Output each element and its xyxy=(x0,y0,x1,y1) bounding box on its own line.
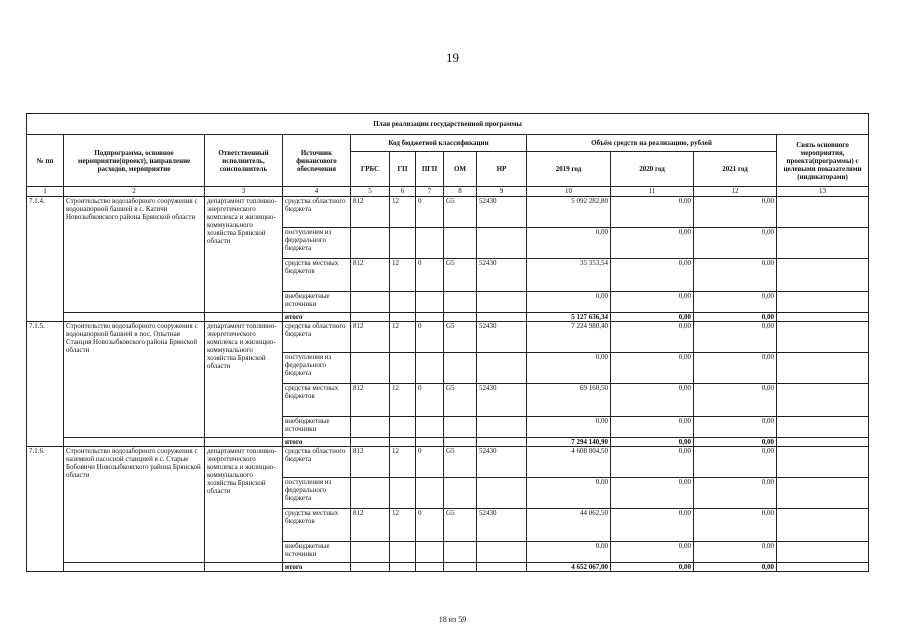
budget-code-gp xyxy=(390,417,416,438)
header-2021: 2021 год xyxy=(694,152,777,187)
budget-code-om: G5 xyxy=(444,322,477,353)
budget-code-pgp xyxy=(416,478,444,509)
activity-name: Строительство водозаборного сооружения с наземной насосной станцией в с. Старые Бобовичи Новозыбковского района Брянской области xyxy=(64,447,205,563)
col-number: 9 xyxy=(477,187,527,197)
amount-2019: 7 294 140,90 xyxy=(527,438,611,447)
budget-code-gp xyxy=(390,478,416,509)
indicator-link xyxy=(777,259,869,292)
indicator-link xyxy=(777,313,869,322)
amount-2020: 0,00 xyxy=(611,563,694,572)
amount-2020: 0,00 xyxy=(611,292,694,313)
amount-2020: 0,00 xyxy=(611,313,694,322)
budget-code-pgp: 0 xyxy=(416,384,444,417)
table-row xyxy=(27,197,869,228)
column-numbers-row xyxy=(27,187,869,197)
funding-source: внебюджетные источники xyxy=(283,292,351,313)
funding-source: поступления из федерального бюджета xyxy=(283,478,351,509)
activity-name: Строительство водозаборного сооружения с водонапорной башней в с. Катичи Новозыбковского района Брянской области xyxy=(64,197,205,313)
budget-code-np xyxy=(477,292,527,313)
funding-source: внебюджетные источники xyxy=(283,417,351,438)
indicator-link xyxy=(777,509,869,542)
table-row xyxy=(27,447,869,478)
amount-2021: 0,00 xyxy=(694,509,777,542)
budget-code-grbs: 812 xyxy=(351,509,390,542)
budget-code-pgp xyxy=(416,292,444,313)
amount-2020: 0,00 xyxy=(611,509,694,542)
header-gp: ГП xyxy=(390,152,416,187)
budget-code-gp xyxy=(390,313,416,322)
budget-code-pgp: 0 xyxy=(416,259,444,292)
amount-2021: 0,00 xyxy=(694,417,777,438)
budget-code-grbs xyxy=(351,353,390,384)
funding-source: итого xyxy=(283,563,351,572)
budget-code-grbs xyxy=(351,478,390,509)
amount-2019: 0,00 xyxy=(527,228,611,259)
budget-code-pgp xyxy=(416,417,444,438)
amount-2019: 0,00 xyxy=(527,292,611,313)
col-number: 8 xyxy=(444,187,477,197)
budget-code-om xyxy=(444,228,477,259)
amount-2021: 0,00 xyxy=(694,438,777,447)
activity-name-empty xyxy=(64,438,205,447)
budget-code-om: G5 xyxy=(444,509,477,542)
budget-code-grbs xyxy=(351,417,390,438)
responsible-executor-empty xyxy=(205,563,283,572)
budget-code-pgp: 0 xyxy=(416,509,444,542)
budget-code-grbs xyxy=(351,292,390,313)
amount-2020: 0,00 xyxy=(611,353,694,384)
indicator-link xyxy=(777,542,869,563)
budget-code-grbs xyxy=(351,542,390,563)
amount-2019: 5 127 636,34 xyxy=(527,313,611,322)
budget-code-gp: 12 xyxy=(390,384,416,417)
amount-2020: 0,00 xyxy=(611,478,694,509)
indicator-link xyxy=(777,197,869,228)
indicator-link xyxy=(777,322,869,353)
col-number: 11 xyxy=(611,187,694,197)
header-link: Связь основного мероприятия, проекта(программы) с целевыми показателями (индикаторами) xyxy=(777,135,869,187)
col-number: 4 xyxy=(283,187,351,197)
responsible-executor-empty xyxy=(205,438,283,447)
table-row xyxy=(27,313,869,322)
budget-code-pgp: 0 xyxy=(416,447,444,478)
budget-code-grbs: 812 xyxy=(351,322,390,353)
amount-2019: 44 062,50 xyxy=(527,509,611,542)
header-pgp: ПГП xyxy=(416,152,444,187)
amount-2021: 0,00 xyxy=(694,563,777,572)
responsible-executor: департамент топливно-энергетического комплекса и жилищно-коммунального хозяйства Брянской области xyxy=(205,447,283,563)
col-number: 2 xyxy=(64,187,205,197)
amount-2020: 0,00 xyxy=(611,228,694,259)
budget-code-om xyxy=(444,438,477,447)
header-budget-code: Код бюджетной классификации xyxy=(351,135,527,152)
budget-code-np xyxy=(477,542,527,563)
col-number: 5 xyxy=(351,187,390,197)
amount-2019: 69 160,50 xyxy=(527,384,611,417)
budget-code-gp xyxy=(390,563,416,572)
table-title: План реализации государственной программы xyxy=(27,114,869,135)
header-grbs: ГРБС xyxy=(351,152,390,187)
budget-code-om xyxy=(444,353,477,384)
amount-2021: 0,00 xyxy=(694,313,777,322)
budget-code-gp xyxy=(390,292,416,313)
amount-2019: 4 608 004,50 xyxy=(527,447,611,478)
amount-2019: 0,00 xyxy=(527,542,611,563)
amount-2020: 0,00 xyxy=(611,322,694,353)
activity-name-empty xyxy=(64,563,205,572)
amount-2021: 0,00 xyxy=(694,384,777,417)
activity-name-empty xyxy=(64,313,205,322)
page-footer: 18 из 59 xyxy=(438,615,467,624)
funding-source: средства местных бюджетов xyxy=(283,259,351,292)
funding-source: средства областного бюджета xyxy=(283,197,351,228)
responsible-executor: департамент топливно-энергетического комплекса и жилищно-коммунального хозяйства Брянской области xyxy=(205,322,283,438)
indicator-link xyxy=(777,563,869,572)
header-om: ОМ xyxy=(444,152,477,187)
funding-source: поступления из федерального бюджета xyxy=(283,353,351,384)
indicator-link xyxy=(777,478,869,509)
budget-code-np: 52430 xyxy=(477,259,527,292)
table-row xyxy=(27,322,869,353)
indicator-link xyxy=(777,438,869,447)
funding-source: итого xyxy=(283,438,351,447)
amount-2021: 0,00 xyxy=(694,197,777,228)
budget-code-om: G5 xyxy=(444,259,477,292)
amount-2020: 0,00 xyxy=(611,197,694,228)
plan-table-body xyxy=(27,197,869,572)
funding-source: внебюджетные источники xyxy=(283,542,351,563)
header-name: Подпрограмма, основное мероприятие(проект), направление расходов, мероприятие xyxy=(64,135,205,187)
row-number: 7.1.5. xyxy=(27,322,64,447)
amount-2020: 0,00 xyxy=(611,542,694,563)
amount-2021: 0,00 xyxy=(694,542,777,563)
budget-code-gp: 12 xyxy=(390,447,416,478)
page-number: 19 xyxy=(446,50,459,65)
budget-code-pgp xyxy=(416,438,444,447)
funding-source: поступления из федерального бюджета xyxy=(283,228,351,259)
responsible-executor: департамент топливно-энергетического комплекса и жилищно-коммунального хозяйства Брянской области xyxy=(205,197,283,313)
amount-2019: 4 652 067,00 xyxy=(527,563,611,572)
budget-code-grbs: 812 xyxy=(351,259,390,292)
header-volume: Объём средств на реализацию, рублей xyxy=(527,135,777,152)
budget-code-gp: 12 xyxy=(390,509,416,542)
funding-source: средства областного бюджета xyxy=(283,447,351,478)
budget-code-pgp xyxy=(416,563,444,572)
indicator-link xyxy=(777,384,869,417)
amount-2021: 0,00 xyxy=(694,259,777,292)
col-number: 10 xyxy=(527,187,611,197)
budget-code-grbs: 812 xyxy=(351,384,390,417)
budget-code-grbs xyxy=(351,438,390,447)
amount-2021: 0,00 xyxy=(694,447,777,478)
indicator-link xyxy=(777,228,869,259)
budget-code-np xyxy=(477,228,527,259)
header-np: НР xyxy=(477,152,527,187)
header-responsible: Ответственный исполнитель, соисполнитель xyxy=(205,135,283,187)
budget-code-om xyxy=(444,417,477,438)
budget-code-np xyxy=(477,438,527,447)
budget-code-grbs xyxy=(351,228,390,259)
budget-code-gp: 12 xyxy=(390,197,416,228)
amount-2019: 35 353,54 xyxy=(527,259,611,292)
budget-code-np xyxy=(477,417,527,438)
header-2020: 2020 год xyxy=(611,152,694,187)
col-number: 3 xyxy=(205,187,283,197)
budget-code-grbs xyxy=(351,563,390,572)
col-number: 1 xyxy=(27,187,64,197)
activity-name: Строительство водозаборного сооружения с водонапорной башней в пос. Опытная Станция Новозыбковского района Брянской области xyxy=(64,322,205,438)
budget-code-pgp xyxy=(416,542,444,563)
budget-code-np: 52430 xyxy=(477,197,527,228)
budget-code-om xyxy=(444,563,477,572)
budget-code-om xyxy=(444,292,477,313)
amount-2021: 0,00 xyxy=(694,353,777,384)
budget-code-np: 52430 xyxy=(477,447,527,478)
budget-code-np xyxy=(477,353,527,384)
table-row xyxy=(27,438,869,447)
amount-2019: 0,00 xyxy=(527,353,611,384)
table-row xyxy=(27,563,869,572)
budget-code-pgp xyxy=(416,228,444,259)
amount-2019: 0,00 xyxy=(527,478,611,509)
amount-2021: 0,00 xyxy=(694,322,777,353)
budget-code-np xyxy=(477,313,527,322)
row-number: 7.1.6. xyxy=(27,447,64,572)
budget-code-gp xyxy=(390,542,416,563)
amount-2020: 0,00 xyxy=(611,447,694,478)
col-number: 7 xyxy=(416,187,444,197)
row-number: 7.1.4. xyxy=(27,197,64,322)
budget-code-pgp: 0 xyxy=(416,197,444,228)
budget-code-gp xyxy=(390,438,416,447)
budget-code-pgp xyxy=(416,313,444,322)
budget-code-np: 52430 xyxy=(477,322,527,353)
funding-source: средства областного бюджета xyxy=(283,322,351,353)
budget-code-om: G5 xyxy=(444,384,477,417)
indicator-link xyxy=(777,292,869,313)
amount-2020: 0,00 xyxy=(611,259,694,292)
amount-2019: 7 224 980,40 xyxy=(527,322,611,353)
budget-code-pgp: 0 xyxy=(416,322,444,353)
budget-code-np: 52430 xyxy=(477,384,527,417)
amount-2021: 0,00 xyxy=(694,292,777,313)
funding-source: средства местных бюджетов xyxy=(283,509,351,542)
budget-code-pgp xyxy=(416,353,444,384)
col-number: 13 xyxy=(777,187,869,197)
funding-source: средства местных бюджетов xyxy=(283,384,351,417)
col-number: 12 xyxy=(694,187,777,197)
header-source: Источник финансового обеспечения xyxy=(283,135,351,187)
amount-2021: 0,00 xyxy=(694,228,777,259)
budget-code-np: 52430 xyxy=(477,509,527,542)
budget-code-grbs: 812 xyxy=(351,197,390,228)
indicator-link xyxy=(777,353,869,384)
budget-code-om xyxy=(444,313,477,322)
responsible-executor-empty xyxy=(205,313,283,322)
amount-2019: 5 092 282,80 xyxy=(527,197,611,228)
indicator-link xyxy=(777,417,869,438)
budget-code-gp xyxy=(390,353,416,384)
amount-2021: 0,00 xyxy=(694,478,777,509)
budget-code-gp xyxy=(390,228,416,259)
budget-code-grbs: 812 xyxy=(351,447,390,478)
budget-code-om: G5 xyxy=(444,197,477,228)
budget-code-grbs xyxy=(351,313,390,322)
budget-code-np xyxy=(477,563,527,572)
header-2019: 2019 год xyxy=(527,152,611,187)
funding-source: итого xyxy=(283,313,351,322)
header-no: № пп xyxy=(27,135,64,187)
budget-code-om xyxy=(444,542,477,563)
amount-2019: 0,00 xyxy=(527,417,611,438)
budget-code-np xyxy=(477,478,527,509)
plan-table xyxy=(26,113,869,572)
budget-code-gp: 12 xyxy=(390,259,416,292)
indicator-link xyxy=(777,447,869,478)
amount-2020: 0,00 xyxy=(611,384,694,417)
budget-code-gp: 12 xyxy=(390,322,416,353)
amount-2020: 0,00 xyxy=(611,417,694,438)
col-number: 6 xyxy=(390,187,416,197)
amount-2020: 0,00 xyxy=(611,438,694,447)
budget-code-om: G5 xyxy=(444,447,477,478)
budget-code-om xyxy=(444,478,477,509)
